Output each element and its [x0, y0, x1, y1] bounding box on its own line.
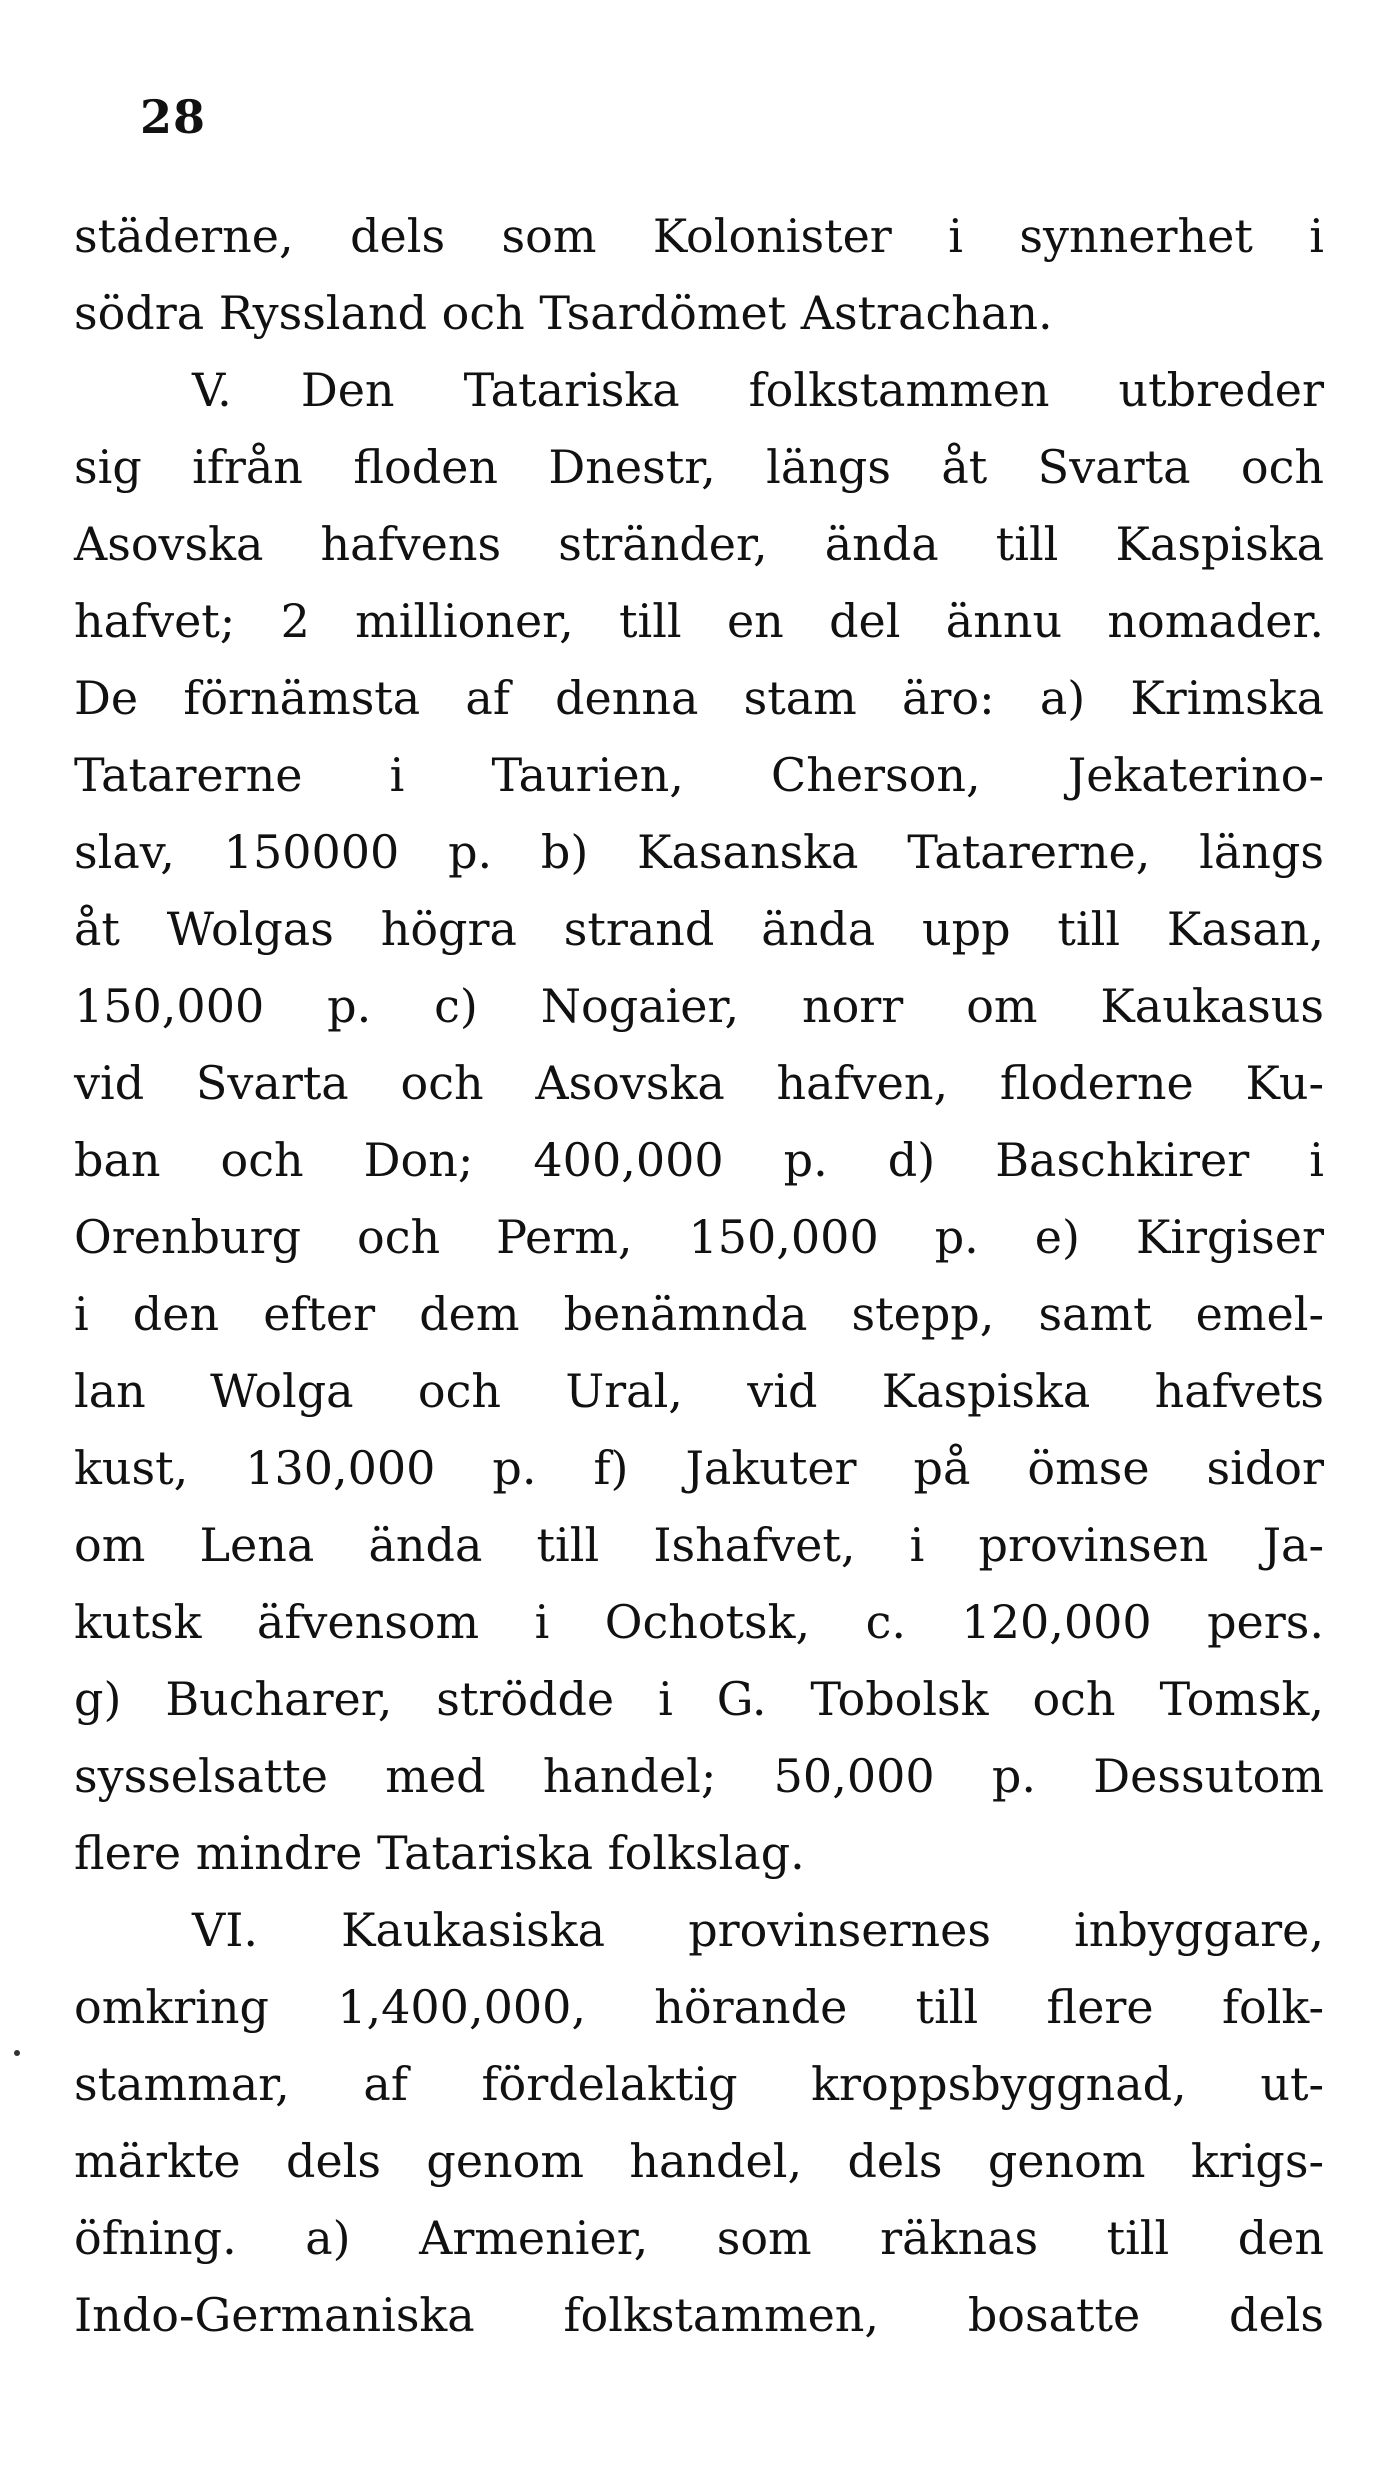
text-line: vid Svarta och Asovska hafven, floderne Ku-	[74, 1056, 1324, 1110]
text-line: VI. Kaukasiska provinsernes inbyggare,	[192, 1903, 1324, 1957]
text-line: omkring 1,400,000, hörande till flere folk-	[74, 1980, 1324, 2034]
text-line: g) Bucharer, strödde i G. Tobolsk och Tomsk,	[74, 1672, 1324, 1726]
text-line: Indo-Germaniska folkstammen, bosatte dels	[74, 2288, 1324, 2342]
text-line: ban och Don; 400,000 p. d) Baschkirer i	[74, 1133, 1324, 1187]
text-line: städerne, dels som Kolonister i synnerhet i	[74, 209, 1324, 263]
text-line: öfning. a) Armenier, som räknas till den	[74, 2211, 1324, 2265]
body-text	[74, 198, 1324, 2354]
text-line: åt Wolgas högra strand ända upp till Kasan,	[74, 902, 1324, 956]
text-line: kust, 130,000 p. f) Jakuter på ömse sidor	[74, 1441, 1324, 1495]
text-line: sysselsatte med handel; 50,000 p. Dessutom	[74, 1749, 1324, 1803]
text-line: kutsk äfvensom i Ochotsk, c. 120,000 pers.	[74, 1595, 1324, 1649]
margin-speck	[14, 2050, 20, 2056]
text-line: om Lena ända till Ishafvet, i provinsen Ja-	[74, 1518, 1324, 1572]
text-line: Asovska hafvens stränder, ända till Kaspiska	[74, 517, 1324, 571]
text-line: Tatarerne i Taurien, Cherson, Jekaterino-	[74, 748, 1324, 802]
text-line: märkte dels genom handel, dels genom krigs-	[74, 2134, 1324, 2188]
text-line: slav, 150000 p. b) Kasanska Tatarerne, längs	[74, 825, 1324, 879]
text-line: södra Ryssland och Tsardömet Astrachan.	[74, 286, 1053, 340]
text-line: 150,000 p. c) Nogaier, norr om Kaukasus	[74, 979, 1324, 1033]
text-line: V. Den Tatariska folkstammen utbreder	[192, 363, 1324, 417]
page-number: 28	[140, 90, 207, 144]
text-line: hafvet; 2 millioner, till en del ännu nomader.	[74, 594, 1324, 648]
text-line: i den efter dem benämnda stepp, samt emel-	[74, 1287, 1324, 1341]
text-line: flere mindre Tatariska folkslag.	[74, 1826, 805, 1880]
text-line: sig ifrån floden Dnestr, längs åt Svarta och	[74, 440, 1324, 494]
text-line: lan Wolga och Ural, vid Kaspiska hafvets	[74, 1364, 1324, 1418]
text-line: Orenburg och Perm, 150,000 p. e) Kirgiser	[74, 1210, 1324, 1264]
text-line: De förnämsta af denna stam äro: a) Krimska	[74, 671, 1324, 725]
text-line: stammar, af fördelaktig kroppsbyggnad, ut-	[74, 2057, 1324, 2111]
